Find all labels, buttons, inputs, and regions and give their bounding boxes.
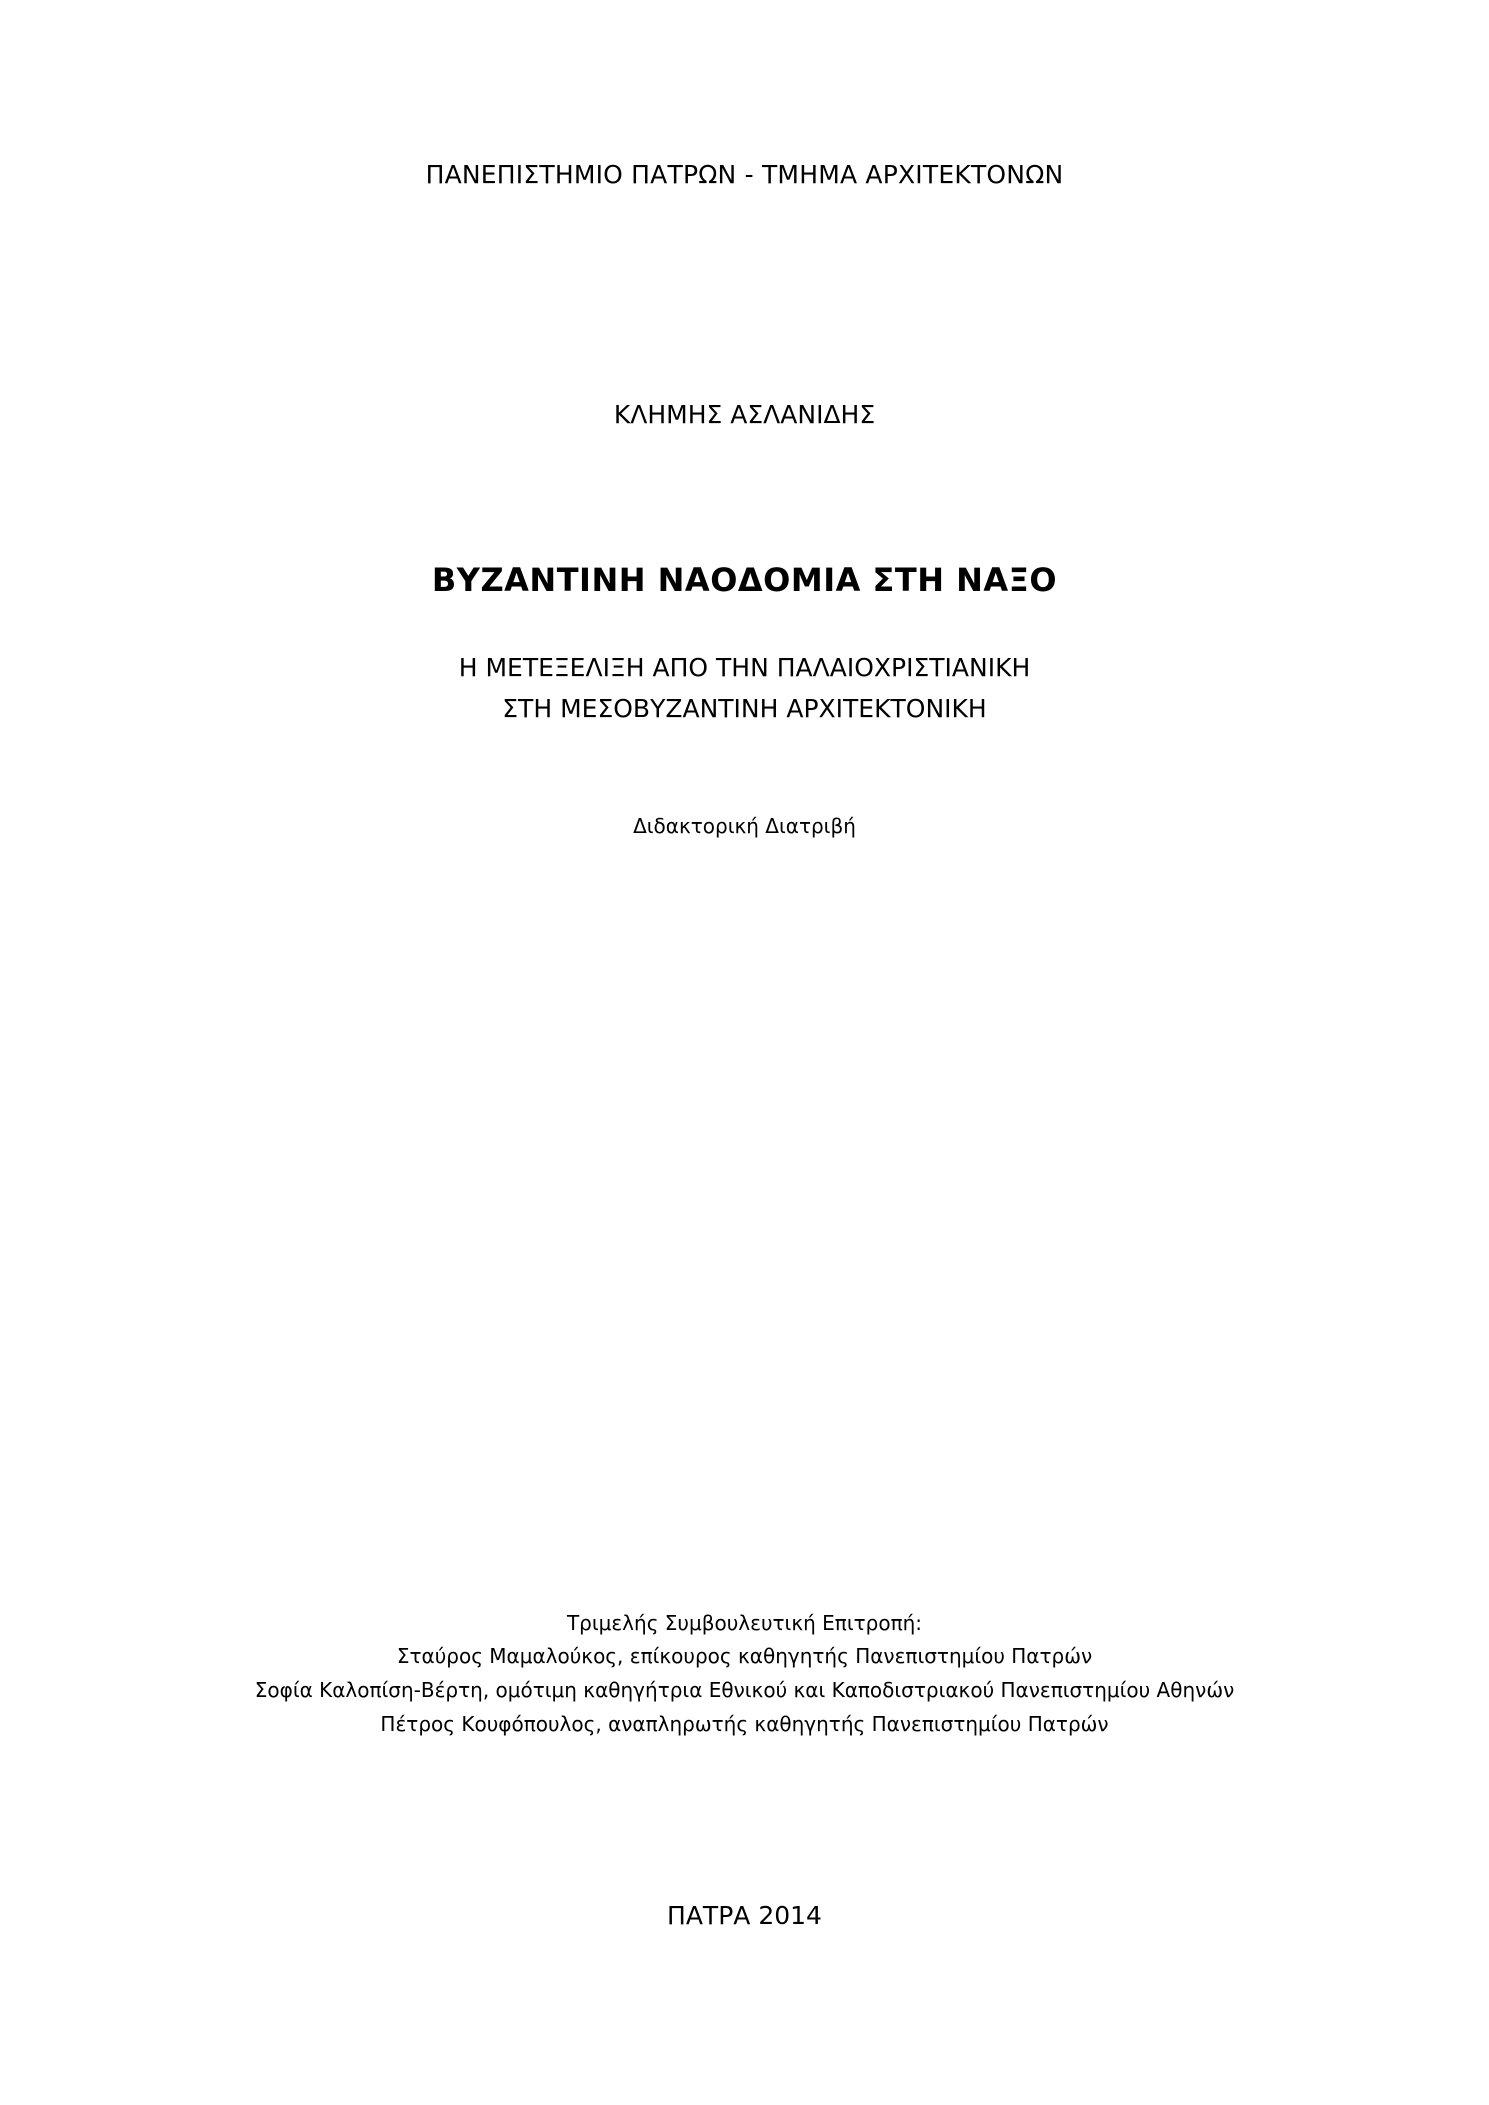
committee-member: Πέτρος Κουφόπουλος, αναπληρωτής καθηγητής Πανεπιστημίου Πατρών xyxy=(380,1712,1109,1736)
committee-member: Σταύρος Μαμαλούκος, επίκουρος καθηγητής Πανεπιστημίου Πατρών xyxy=(396,1644,1093,1668)
thesis-title: ΒΥΖΑΝΤΙΝΗ ΝΑΟΔΟΜΙΑ ΣΤΗ ΝΑΞΟ xyxy=(431,561,1058,599)
institution-heading: ΠΑΝΕΠΙΣΤΗΜΙΟ ΠΑΤΡΩΝ - ΤΜΗΜΑ ΑΡΧΙΤΕΚΤΟΝΩΝ xyxy=(425,160,1064,189)
document-type: Διδακτορική Διατριβή xyxy=(633,814,856,838)
thesis-subtitle-line-2: ΣΤΗ ΜΕΣΟΒΥΖΑΝΤΙΝΗ ΑΡΧΙΤΕΚΤΟΝΙΚΗ xyxy=(502,694,987,723)
thesis-subtitle-line-1: Η ΜΕΤΕΞΕΛΙΞΗ ΑΠΟ ΤΗΝ ΠΑΛΑΙΟΧΡΙΣΤΙΑΝΙΚΗ xyxy=(458,653,1031,682)
committee-member: Σοφία Καλοπίση-Βέρτη, ομότιμη καθηγήτρια Εθνικού και Καποδιστριακού Πανεπιστημίου Αθηνών xyxy=(254,1678,1235,1702)
committee-heading: Τριμελής Συμβουλευτική Επιτροπή: xyxy=(566,1611,923,1635)
author-name: ΚΛΗΜΗΣ ΑΣΛΑΝΙΔΗΣ xyxy=(613,400,876,429)
place-and-year: ΠΑΤΡΑ 2014 xyxy=(667,1901,822,1930)
